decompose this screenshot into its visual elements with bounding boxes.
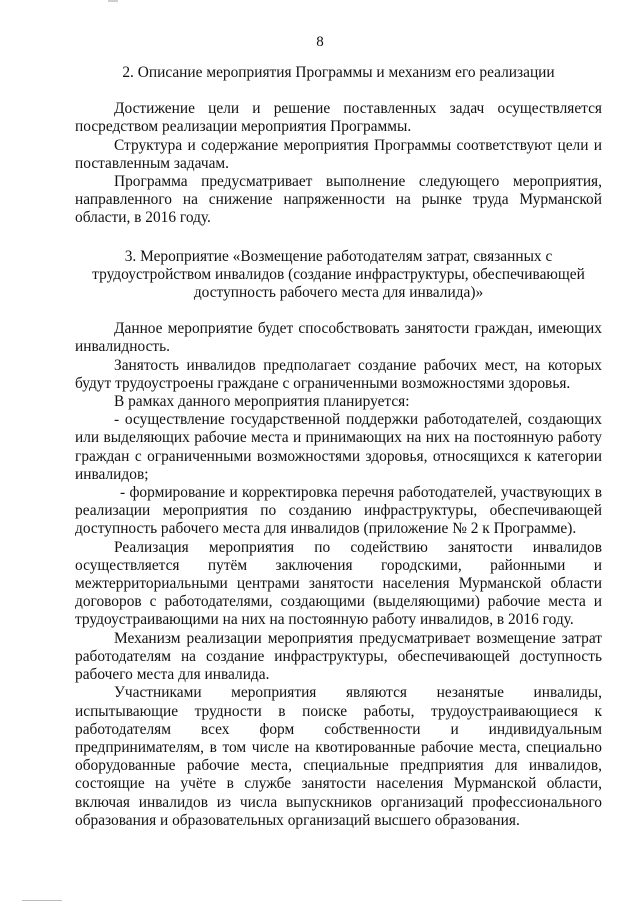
section-3-paragraph-3: В рамках данного мероприятия планируется: [114,393,410,411]
scan-mark-top [108,0,118,2]
section-3-paragraph-2: Занятость инвалидов предполагает создание рабочих мест, на которых будут трудоустроены граждане с ограниченными возможностями здоровья. [75,356,602,392]
scan-mark-bottom [22,900,62,901]
section-3-paragraph-8: Участниками мероприятия являются незанятые инвалиды, испытывающие трудности в поиске работы, трудоустраивающиеся к работодателям всех форм собственности и индивидуальным предпринимателям, в том числе на квотированные рабочие места, специально оборудованные рабочие места, специальные предприятия для инвалидов, состоящие на учёте в службе занятости населения Мурманской области, включая инвалидов из числа выпускников организаций профессионального образования и образовательных организаций высшего образования. [75,684,602,829]
section-3-paragraph-7: Механизм реализации мероприятия предусматривает возмещение затрат работодателям на создание инфраструктуры, обеспечивающей доступность рабочего места для инвалида. [75,629,602,684]
document-body [75,64,602,830]
section-3-heading: 3. Мероприятие «Возмещение работодателям затрат, связанных с трудоустройством инвалидов (создание инфраструктуры, обеспечивающей доступность рабочего места для инвалида)» [92,247,585,302]
section-3-paragraph-1: Данное мероприятие будет способствовать занятости граждан, имеющих инвалидность. [75,320,602,356]
section-3-paragraph-6: Реализация мероприятия по содействию занятости инвалидов осуществляется путём заключения городскими, районными и межтерриториальными центрами занятости населения Мурманской области договоров с работодателями, создающими (выделяющими) рабочие места и трудоустраивающими на них на постоянную работу инвалидов, в 2016 году. [75,538,602,629]
page-number: 8 [316,34,324,50]
section-2-paragraph-3: Программа предусматривает выполнение следующего мероприятия, направленного на снижение напряженности на рынке труда Мурманской области, в 2016 году. [75,173,602,227]
section-3-bullet-1: - осуществление государственной поддержки работодателей, создающих или выделяющих рабочие места и принимающих на них на постоянную работу граждан с ограниченными возможностями здоровья, относящихся к категории инвалидов; [75,411,602,483]
section-2-heading: 2. Описание мероприятия Программы и механизм его реализации [122,64,555,81]
section-3-bullet-2: - формирование и корректировка перечня работодателей, участвующих в реализации мероприятия по созданию инфраструктуры, обеспечивающей доступность рабочего места для инвалидов (приложение № 2 к Программе). [75,484,602,538]
section-2-paragraph-1: Достижение цели и решение поставленных задач осуществляется посредством реализации мероприятия Программы. [75,100,602,136]
section-2-paragraph-2: Структура и содержание мероприятия Программы соответствуют цели и поставленным задачам. [75,136,602,172]
